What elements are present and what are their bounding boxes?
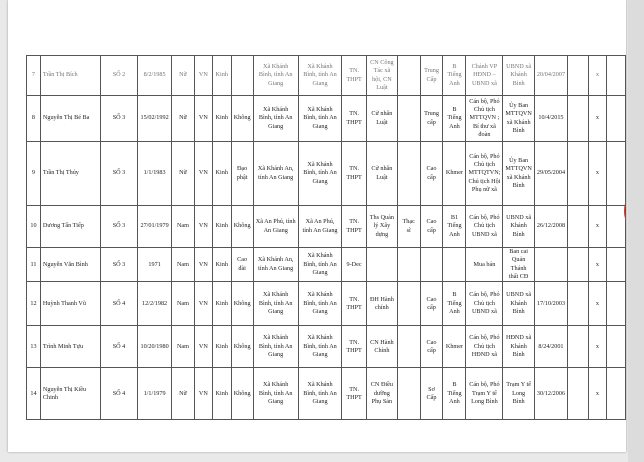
cell-org: UBND xã Khánh Bình — [503, 56, 534, 96]
cell-c13 — [397, 282, 420, 326]
cell-date: 10/4/2015 — [534, 96, 567, 142]
cell-name: Trình Minh Tựu — [40, 326, 100, 368]
cell-date: 8/24/2001 — [534, 326, 567, 368]
cell-eth: Kinh — [212, 282, 231, 326]
cell-org: Ủy Ban MTTQVN xã Khánh Bình — [503, 96, 534, 142]
table-row — [27, 368, 626, 420]
table-row — [27, 142, 626, 206]
cell-so: SỐ 3 — [100, 206, 137, 248]
cell-dob: 15/02/1992 — [138, 96, 172, 142]
cell-name: Dương Tấn Tiếp — [40, 206, 100, 248]
cell-edu: TN. THPT — [342, 142, 367, 206]
cell-gender: Nam — [172, 206, 195, 248]
cell-c21 — [607, 368, 626, 420]
cell-rel: Cao đài — [231, 248, 253, 282]
cell-gender: Nam — [172, 282, 195, 326]
cell-pol: Cao cấp — [420, 142, 443, 206]
cell-x: x — [588, 142, 607, 206]
cell-residence: Xã Khánh Bình, tỉnh An Giang — [298, 248, 341, 282]
cell-gender: Nam — [172, 326, 195, 368]
cell-eth: Kinh — [212, 248, 231, 282]
cell-nat: VN — [194, 56, 212, 96]
cell-eth: Kinh — [212, 368, 231, 420]
cell-lang: B Tiếng Anh — [443, 368, 466, 420]
cell-hometown: Xã Khánh Bình, tỉnh An Giang — [253, 56, 298, 96]
cell-date: 30/12/2006 — [534, 368, 567, 420]
cell-major: CN Hành Chính — [367, 326, 398, 368]
cell-residence: Xã Khánh Bình, tỉnh An Giang — [298, 56, 341, 96]
cell-nat: VN — [194, 248, 212, 282]
cell-nat: VN — [194, 142, 212, 206]
cell-date — [534, 248, 567, 282]
cell-eth: Kinh — [212, 142, 231, 206]
cell-x: x — [588, 56, 607, 96]
cell-c21 — [607, 282, 626, 326]
cell-no: 8 — [27, 96, 41, 142]
cell-c13 — [397, 96, 420, 142]
cell-residence: Xã Khánh Bình, tỉnh An Giang — [298, 368, 341, 420]
cell-c19 — [568, 282, 589, 326]
cell-pos: Cán bộ, Phó Chủ tịch MTTQTVN; Chủ tịch Hội Phụ nữ xã — [466, 142, 503, 206]
cell-c19 — [568, 56, 589, 96]
cell-lang: B Tiếng Anh — [443, 56, 466, 96]
cell-major: Cử nhân Luật — [367, 142, 398, 206]
table-row — [27, 326, 626, 368]
cell-edu: TN. THPT — [342, 282, 367, 326]
cell-nat: VN — [194, 368, 212, 420]
cell-rel: Đạo phật — [231, 142, 253, 206]
cell-c13 — [397, 56, 420, 96]
cell-rel: Không — [231, 206, 253, 248]
cell-nat: VN — [194, 326, 212, 368]
table-row — [27, 56, 626, 96]
table-row — [27, 206, 626, 248]
cell-c21 — [607, 206, 626, 248]
cell-so: SỐ 3 — [100, 142, 137, 206]
cell-name: Trần Thị Thúy — [40, 142, 100, 206]
cell-pos: Cán bộ, Phó Chủ tịch UBND xã — [466, 282, 503, 326]
cell-major — [367, 248, 398, 282]
cell-name: Trần Thị Bích — [40, 56, 100, 96]
cell-eth: Kinh — [212, 326, 231, 368]
cell-lang: Khmer — [443, 326, 466, 368]
cell-org: Ủy Ban MTTQVN xã Khánh Bình — [503, 142, 534, 206]
cell-x: x — [588, 282, 607, 326]
cell-hometown: Xã Khánh Bình, tỉnh An Giang — [253, 96, 298, 142]
cell-eth: Kinh — [212, 206, 231, 248]
cell-date: 20/04/2007 — [534, 56, 567, 96]
cell-no: 14 — [27, 368, 41, 420]
cell-major: ĐH Hành chính — [367, 282, 398, 326]
cell-edu: 9-Dec — [342, 248, 367, 282]
cell-date: 17/10/2003 — [534, 282, 567, 326]
cell-x: x — [588, 96, 607, 142]
cell-major: Cử nhân Luật — [367, 96, 398, 142]
cell-major: CN Công Tác xã hội, CN Luật — [367, 56, 398, 96]
cell-no: 12 — [27, 282, 41, 326]
cell-hometown: Xã Khánh An, tỉnh An Giang — [253, 248, 298, 282]
cell-rel — [231, 56, 253, 96]
cell-major: CN Điều dưỡng Phụ Sản — [367, 368, 398, 420]
cell-so: SỐ 4 — [100, 368, 137, 420]
cell-c19 — [568, 368, 589, 420]
cell-pos: Cán bộ, Phó Trạm Y tế Long Bình — [466, 368, 503, 420]
cell-name: Nguyễn Thị Kiều Chinh — [40, 368, 100, 420]
cell-pos: Cán bộ, Phó Chủ tịch HĐND xã — [466, 326, 503, 368]
cell-c19 — [568, 142, 589, 206]
table-row — [27, 96, 626, 142]
cell-nat: VN — [194, 206, 212, 248]
cell-edu: TN. THPT — [342, 206, 367, 248]
cell-c13 — [397, 326, 420, 368]
scrollbar-strip[interactable] — [628, 0, 644, 462]
cell-rel: Không — [231, 368, 253, 420]
cell-c21 — [607, 248, 626, 282]
cell-c19 — [568, 326, 589, 368]
cell-edu: TN. THPT — [342, 96, 367, 142]
cell-edu: TN. THPT — [342, 56, 367, 96]
cell-pol: Cao cấp — [420, 206, 443, 248]
cell-org: UBND xã Khánh Bình — [503, 282, 534, 326]
cell-gender: Nữ — [172, 368, 195, 420]
cell-name: Huỳnh Thanh Vũ — [40, 282, 100, 326]
cell-no: 13 — [27, 326, 41, 368]
cell-gender: Nam — [172, 248, 195, 282]
cell-c21 — [607, 326, 626, 368]
cell-name: Nguyễn Thị Bé Ba — [40, 96, 100, 142]
cell-c21 — [607, 142, 626, 206]
cell-lang: B1 Tiếng Anh — [443, 206, 466, 248]
cell-rel: Không — [231, 282, 253, 326]
cell-residence: Xã An Phú, tỉnh An Giang — [298, 206, 341, 248]
cell-hometown: Xã Khánh Bình, tỉnh An Giang — [253, 282, 298, 326]
candidate-table — [26, 55, 626, 420]
cell-dob: 27/01/1979 — [138, 206, 172, 248]
cell-date: 29/05/2004 — [534, 142, 567, 206]
cell-pol: Trung Cấp — [420, 56, 443, 96]
cell-x: x — [588, 206, 607, 248]
table-row — [27, 282, 626, 326]
cell-pos: Cán bộ, Phó Chủ tịch UBND xã — [466, 206, 503, 248]
cell-name: Nguyễn Văn Bình — [40, 248, 100, 282]
cell-rel: Không — [231, 96, 253, 142]
cell-org: UBND xã Khánh Bình — [503, 206, 534, 248]
cell-no: 11 — [27, 248, 41, 282]
cell-c13: Thạc sĩ — [397, 206, 420, 248]
cell-lang: B Tiếng Anh — [443, 96, 466, 142]
cell-c13 — [397, 368, 420, 420]
cell-eth: Kinh — [212, 96, 231, 142]
cell-c21 — [607, 96, 626, 142]
table-row — [27, 248, 626, 282]
cell-so: SỐ 4 — [100, 282, 137, 326]
cell-residence: Xã Khánh Bình, tỉnh An Giang — [298, 326, 341, 368]
cell-gender: Nữ — [172, 96, 195, 142]
cell-no: 7 — [27, 56, 41, 96]
cell-lang — [443, 248, 466, 282]
cell-dob: 1971 — [138, 248, 172, 282]
cell-dob: 12/2/1982 — [138, 282, 172, 326]
cell-edu: TN. THPT — [342, 368, 367, 420]
cell-dob: 8/2/1985 — [138, 56, 172, 96]
cell-so: SỐ 3 — [100, 248, 137, 282]
cell-lang: Khmer — [443, 142, 466, 206]
cell-x: x — [588, 368, 607, 420]
cell-gender: Nữ — [172, 142, 195, 206]
cell-pos: Cán bộ, Phó Chủ tịch MTTQVN ; Bí thư xã đoàn — [466, 96, 503, 142]
cell-dob: 1/1/1983 — [138, 142, 172, 206]
cell-nat: VN — [194, 282, 212, 326]
cell-c19 — [568, 96, 589, 142]
cell-pol: Cao cấp — [420, 282, 443, 326]
cell-eth: Kinh — [212, 56, 231, 96]
cell-c21 — [607, 56, 626, 96]
cell-no: 10 — [27, 206, 41, 248]
cell-hometown: Xã An Phú, tỉnh An Giang — [253, 206, 298, 248]
cell-no: 9 — [27, 142, 41, 206]
cell-c19 — [568, 248, 589, 282]
cell-hometown: Xã Khánh Bình, tỉnh An Giang — [253, 326, 298, 368]
cell-pol: Trung cấp — [420, 96, 443, 142]
cell-residence: Xã Khánh Bình, tỉnh An Giang — [298, 282, 341, 326]
cell-org: HĐND xã Khánh Bình — [503, 326, 534, 368]
cell-org: Trạm Y tế Long Bình — [503, 368, 534, 420]
cell-pol — [420, 248, 443, 282]
cell-c13 — [397, 248, 420, 282]
cell-org: Ban cai Quản Thánh thất CĐ — [503, 248, 534, 282]
cell-c13 — [397, 142, 420, 206]
cell-x: x — [588, 326, 607, 368]
cell-dob: 1/1/1979 — [138, 368, 172, 420]
cell-pos: Chánh VP HĐND – UBND xã — [466, 56, 503, 96]
cell-rel: Không — [231, 326, 253, 368]
cell-c19 — [568, 206, 589, 248]
cell-pol: Cao cấp — [420, 326, 443, 368]
cell-major: Ths Quản lý Xây dựng — [367, 206, 398, 248]
cell-hometown: Xã Khánh An, tỉnh An Giang — [253, 142, 298, 206]
cell-nat: VN — [194, 96, 212, 142]
cell-edu: TN. THPT — [342, 326, 367, 368]
document-page — [8, 0, 626, 452]
cell-so: SỐ 2 — [100, 56, 137, 96]
cell-date: 26/12/2008 — [534, 206, 567, 248]
cell-residence: Xã Khánh Bình, tỉnh An Giang — [298, 142, 341, 206]
cell-x: x — [588, 248, 607, 282]
cell-residence: Xã Khánh Bình, tỉnh An Giang — [298, 96, 341, 142]
cell-pol: Sơ Cấp — [420, 368, 443, 420]
cell-pos: Mua bán — [466, 248, 503, 282]
cell-lang: B Tiếng Anh — [443, 282, 466, 326]
cell-so: SỐ 4 — [100, 326, 137, 368]
cell-so: SỐ 3 — [100, 96, 137, 142]
cell-hometown: Xã Khánh Bình, tỉnh An Giang — [253, 368, 298, 420]
cell-gender: Nữ — [172, 56, 195, 96]
cell-dob: 10/20/1980 — [138, 326, 172, 368]
